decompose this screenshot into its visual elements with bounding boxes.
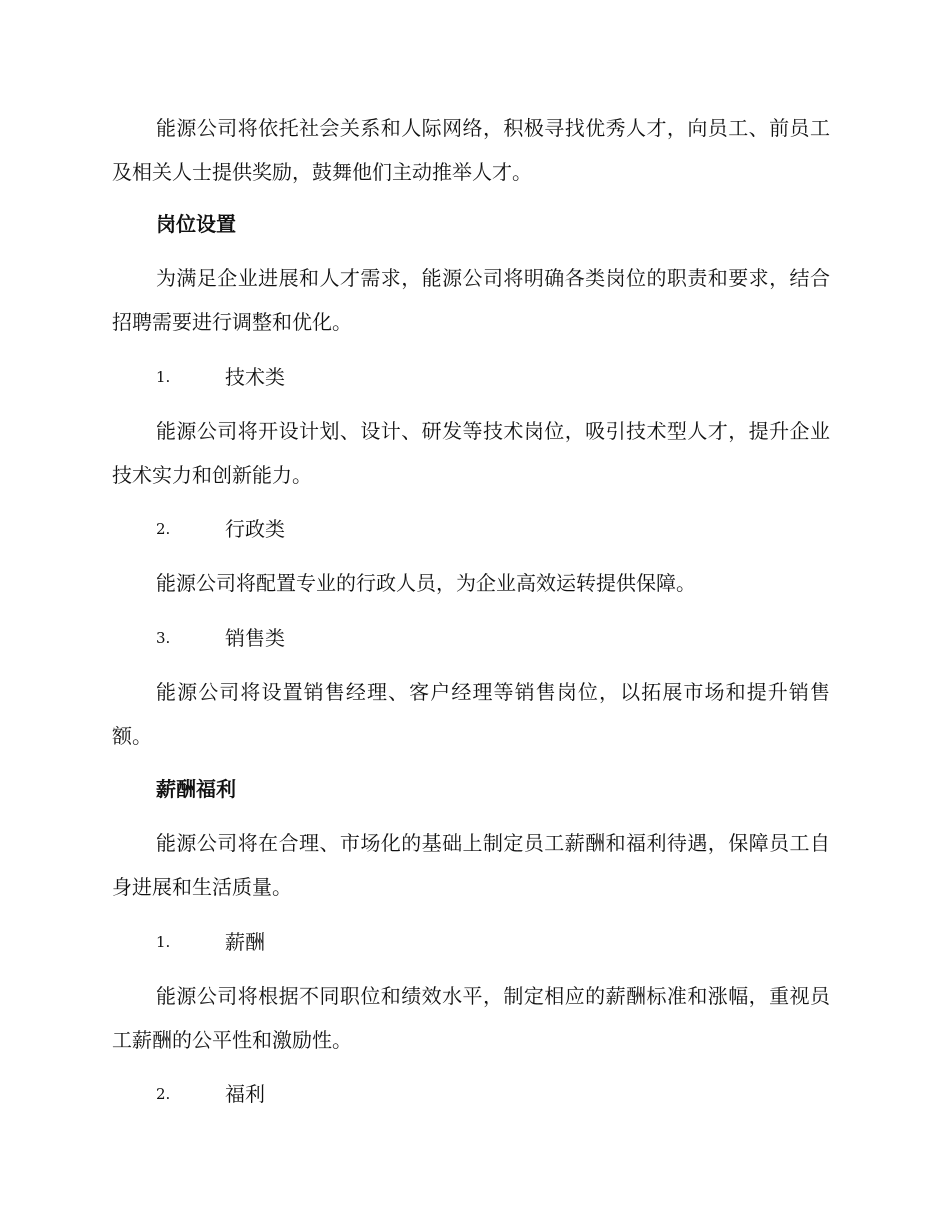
paragraph-sales: 能源公司将设置销售经理、客户经理等销售岗位，以拓展市场和提升销售额。 xyxy=(112,680,830,748)
paragraph-compensation-intro: 能源公司将在合理、市场化的基础上制定员工薪酬和福利待遇，保障员工自身进展和生活质量。 xyxy=(112,831,830,899)
paragraph-positions-intro: 为满足企业进展和人才需求，能源公司将明确各类岗位的职责和要求，结合招聘需要进行调整和优化。 xyxy=(112,266,830,334)
section-heading-compensation: 薪酬福利 xyxy=(156,777,236,801)
paragraph-admin: 能源公司将配置专业的行政人员，为企业高效运转提供保障。 xyxy=(156,571,696,595)
list-label: 行政类 xyxy=(225,517,285,541)
list-label: 技术类 xyxy=(225,365,285,389)
list-number: 1. xyxy=(156,368,171,386)
list-number: 2. xyxy=(156,520,171,538)
list-number: 2. xyxy=(156,1085,171,1103)
list-number: 3. xyxy=(156,629,171,647)
list-label: 销售类 xyxy=(225,626,285,650)
list-number: 1. xyxy=(156,933,171,951)
section-heading-positions: 岗位设置 xyxy=(156,212,236,236)
paragraph-tech: 能源公司将开设计划、设计、研发等技术岗位，吸引技术型人才，提升企业技术实力和创新能力。 xyxy=(112,419,830,487)
paragraph-referral: 能源公司将依托社会关系和人际网络，积极寻找优秀人才，向员工、前员工及相关人士提供奖励，鼓舞他们主动推举人才。 xyxy=(112,116,830,184)
list-label: 福利 xyxy=(225,1082,265,1106)
paragraph-salary: 能源公司将根据不同职位和绩效水平，制定相应的薪酬标准和涨幅，重视员工薪酬的公平性和激励性。 xyxy=(112,984,830,1052)
list-label: 薪酬 xyxy=(225,930,265,954)
